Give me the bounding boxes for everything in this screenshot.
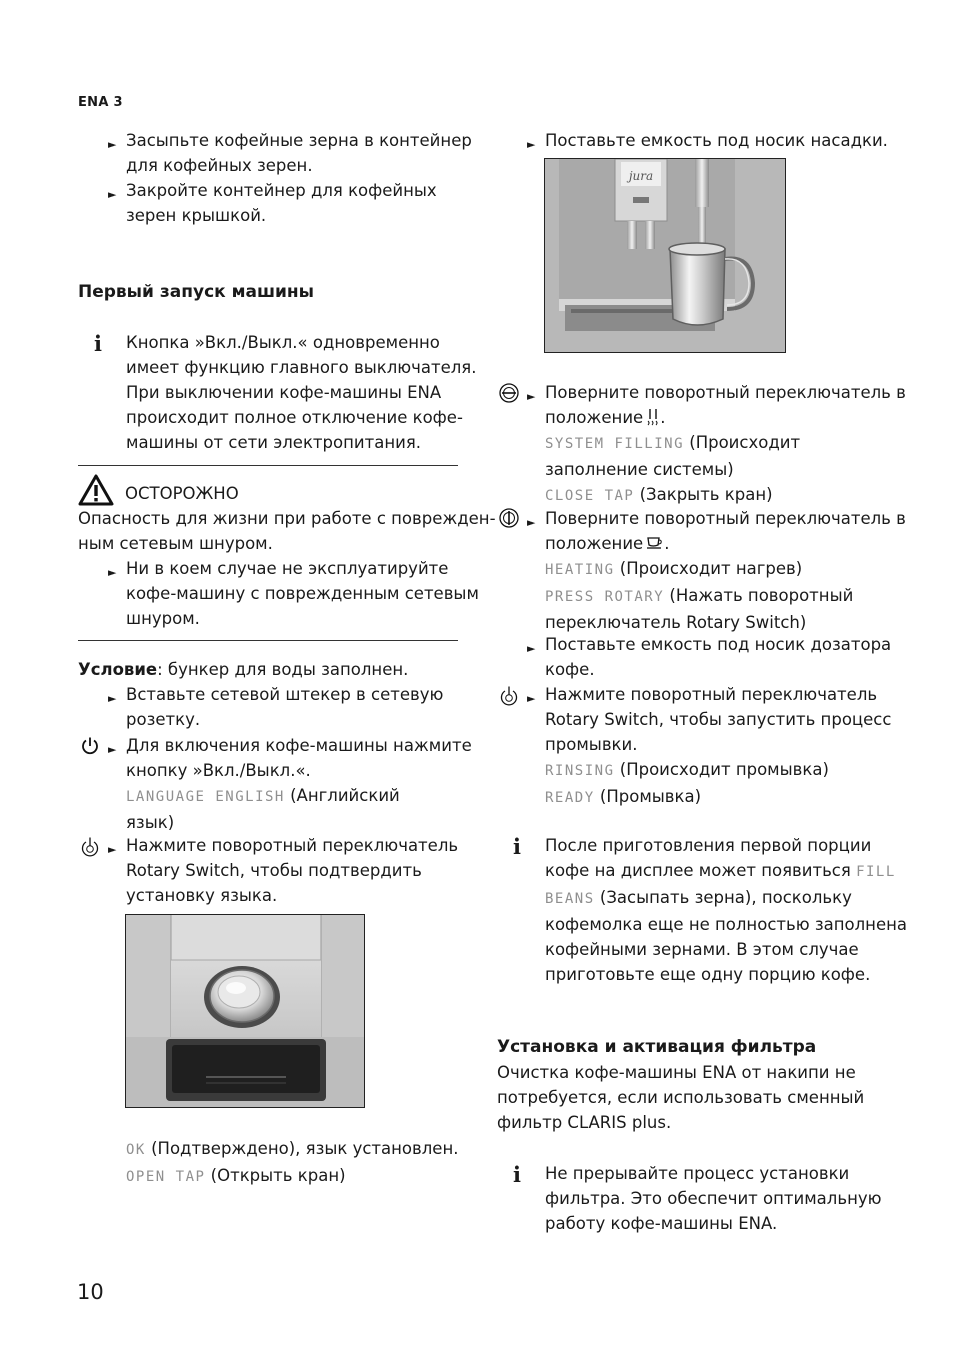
display-text: CLOSE TAP [545, 488, 635, 504]
page-number: 10 [77, 1280, 104, 1304]
info-note-filter: Не прерывайте процесс установки фильтра. Это обеспечит оптимальную работу кофе-машины ENA. [545, 1164, 882, 1233]
after-image-status: OK (Подтверждено), язык установлен. OPEN TAP (Открыть кран) [126, 1139, 459, 1185]
divider [78, 465, 458, 466]
intro-bullet-2: Закройте контейнер для кофейных зерен крышкой. [126, 181, 437, 225]
bullet-arrow-icon: ► [527, 138, 536, 151]
display-text: LANGUAGE ENGLISH [126, 789, 285, 805]
display-text: OK [126, 1142, 146, 1158]
bullet-arrow-icon: ► [108, 566, 117, 579]
step-rinsing: Нажмите поворотный переключатель Rotary Switch, чтобы запустить процесс промывки. RINSING (Происходит промывка) READY (Промывка) [545, 685, 892, 806]
rotary-press-icon [498, 685, 520, 707]
bullet-arrow-icon: ► [527, 516, 536, 529]
info-icon: i [513, 1162, 521, 1187]
jura-logo: jura [628, 169, 654, 183]
right-first-bullet: Поставьте емкость под носик насадки. [545, 131, 888, 150]
section-title-filter: Установка и активация фильтра [497, 1037, 817, 1057]
display-text: SYSTEM FILLING [545, 436, 685, 452]
bullet-arrow-icon: ► [527, 692, 536, 705]
info-icon: i [513, 834, 521, 859]
display-text: BEANS [545, 891, 595, 907]
step-confirm-language: Нажмите поворотный переключатель Rotary Switch, чтобы подтвердить установку языка. [126, 836, 459, 905]
step-power-on: Для включения кофе-машины нажмите кнопку »Вкл./Выкл.«. LANGUAGE ENGLISH (Английский язык) [126, 736, 472, 832]
document-header: ENA 3 [78, 95, 123, 110]
display-text: PRESS ROTARY [545, 589, 665, 605]
condition-line [78, 657, 408, 682]
warning-title: ОСТОРОЖНО [125, 484, 239, 503]
condition-text: : бункер для воды заполнен. [157, 660, 409, 679]
warning-triangle-icon [78, 474, 114, 506]
bullet-arrow-icon: ► [108, 843, 117, 856]
section-title-first-start: Первый запуск машины [78, 282, 315, 302]
rotary-switch-illustration [125, 914, 365, 1108]
condition-label: Условие [78, 660, 158, 679]
rotary-turn-icon [498, 382, 520, 404]
display-text: RINSING [545, 763, 615, 779]
rotary-switch-drawing [126, 915, 364, 1107]
filter-section-text: Очистка кофе-машины ENA от накипи не потребуется, если использовать сменный фильтр CLARIS plus. [497, 1063, 865, 1132]
intro-bullet-1: Засыпьте кофейные зерна в контейнер для кофейных зерен. [126, 131, 472, 175]
rotary-press-icon [79, 836, 101, 858]
bullet-arrow-icon: ► [108, 743, 117, 756]
bullet-place-cup: Поставьте емкость под носик дозатора кофе. [545, 635, 892, 679]
bullet-arrow-icon: ► [527, 390, 536, 403]
power-icon [80, 736, 100, 756]
display-text: FILL [856, 864, 896, 880]
info-icon: i [94, 331, 102, 356]
step-plug-in: Вставьте сетевой штекер в сетевую розетку. [126, 685, 444, 729]
steam-nozzle-drawing [545, 159, 785, 352]
info-note-power: Кнопка »Вкл./Выкл.« одновременно имеет функцию главного выключателя. При выключении кофе-машины ENA происходит полное отключение кофе- машины от сети электропитания. [126, 333, 477, 452]
bullet-arrow-icon: ► [108, 692, 117, 705]
display-text: HEATING [545, 562, 615, 578]
step-system-filling: Поверните поворотный переключатель в положение . SYSTEM FILLING (Происходит заполнение системы) CLOSE TAP (Закрыть кран) [545, 383, 906, 504]
warning-bullet: Ни в коем случае не эксплуатируйте кофе-машину с поврежденным сетевым шнуром. [126, 559, 479, 628]
steam-nozzle-illustration [544, 158, 786, 353]
display-text: READY [545, 790, 595, 806]
display-text: OPEN TAP [126, 1169, 206, 1185]
bullet-arrow-icon: ► [527, 642, 536, 655]
bullet-arrow-icon: ► [108, 138, 117, 151]
info-note-fill-beans: После приготовления первой порции кофе на дисплее может появиться FILL BEANS (Засыпать зерна), поскольку кофемолка еще не полностью заполнена кофейными зернами. В этом случае приготовьте еще одну порцию кофе. [545, 836, 908, 984]
bullet-arrow-icon: ► [108, 188, 117, 201]
rotary-turn-icon [498, 507, 520, 529]
steam-symbol-icon [646, 408, 660, 426]
warning-text: Опасность для жизни при работе с поврежден- ным сетевым шнуром. [78, 509, 496, 553]
coffee-cup-icon [646, 535, 664, 551]
step-heating: Поверните поворотный переключатель в положение . HEATING (Происходит нагрев) PRESS ROTARY (Нажать поворотный переключатель Rotary Switch) [545, 509, 906, 632]
divider [78, 640, 458, 641]
